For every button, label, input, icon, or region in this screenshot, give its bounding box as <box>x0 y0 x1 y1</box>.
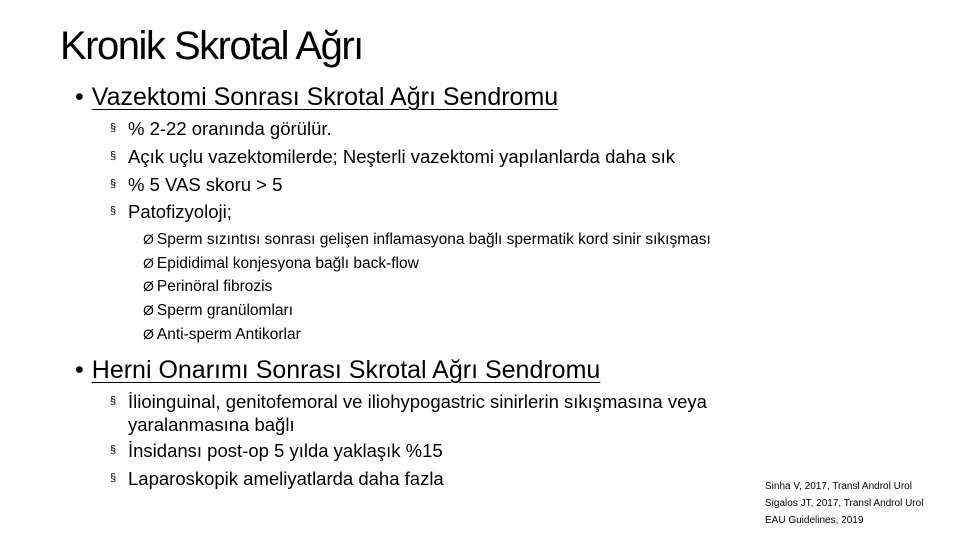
section1-heading-row <box>75 82 558 112</box>
reference-item: Sinha V, 2017, Transl Androl Urol <box>765 481 912 492</box>
sub-list-item <box>143 275 272 298</box>
list-item-text: % 2-22 oranında görülür. <box>128 118 332 139</box>
list-item-text: İnsidansı post-op 5 yılda yaklaşık %15 <box>128 440 443 461</box>
square-bullet-icon: § <box>110 205 117 217</box>
sub-list-item <box>143 323 301 346</box>
square-bullet-icon: § <box>110 122 117 134</box>
arrow-bullet-icon: Ø <box>143 278 154 294</box>
sub-list-item-text: Anti-sperm Antikorlar <box>156 326 301 343</box>
list-item <box>110 117 810 140</box>
list-item-text: Açık uçlu vazektomilerde; Neşterli vazektomi yapılanlarda daha sık <box>128 146 676 167</box>
square-bullet-icon: § <box>110 472 117 484</box>
arrow-bullet-icon: Ø <box>143 255 154 271</box>
list-item <box>110 173 810 196</box>
square-bullet-icon: § <box>110 150 117 162</box>
reference-item: Sigalos JT, 2017, Transl Androl Urol <box>765 498 924 509</box>
square-bullet-icon: § <box>110 178 117 190</box>
list-item <box>110 467 710 490</box>
sub-list-item-text: Sperm granülomları <box>156 302 293 319</box>
section2-heading-row <box>75 355 600 385</box>
list-item-text: % 5 VAS skoru > 5 <box>128 174 283 195</box>
sub-list-item <box>143 252 419 275</box>
sub-list-item <box>143 228 711 251</box>
references <box>765 478 923 529</box>
section2-heading: Herni Onarımı Sonrası Skrotal Ağrı Sendromu <box>91 356 601 384</box>
list-item-text: Laparoskopik ameliyatlarda daha fazla <box>128 468 444 489</box>
list-item-text: İlioinguinal, genitofemoral ve iliohypogastric sinirlerin sıkışmasına veya yaralanmasına bağlı <box>128 391 707 435</box>
list-item <box>110 390 810 436</box>
arrow-bullet-icon: Ø <box>143 231 154 247</box>
bullet-icon: • <box>75 356 84 384</box>
square-bullet-icon: § <box>110 395 117 407</box>
arrow-bullet-icon: Ø <box>143 326 154 342</box>
list-item <box>110 145 810 168</box>
list-item <box>110 439 710 462</box>
sub-list-item-text: Sperm sızıntısı sonrası gelişen inflamasyona bağlı spermatik kord sinir sıkışması <box>156 231 711 248</box>
reference-item: EAU Guidelines, 2019 <box>765 515 864 526</box>
sub-list-item-text: Perinöral fibrozis <box>156 278 273 295</box>
section1-heading: Vazektomi Sonrası Skrotal Ağrı Sendromu <box>91 83 559 111</box>
arrow-bullet-icon: Ø <box>143 302 154 318</box>
list-item <box>110 200 810 223</box>
sub-list-item <box>143 299 293 322</box>
bullet-icon: • <box>75 83 84 111</box>
square-bullet-icon: § <box>110 444 117 456</box>
sub-list-item-text: Epididimal konjesyona bağlı back-flow <box>156 255 419 272</box>
slide-title: Kronik Skrotal Ağrı <box>60 24 363 68</box>
list-item-text: Patofizyoloji; <box>128 201 232 222</box>
